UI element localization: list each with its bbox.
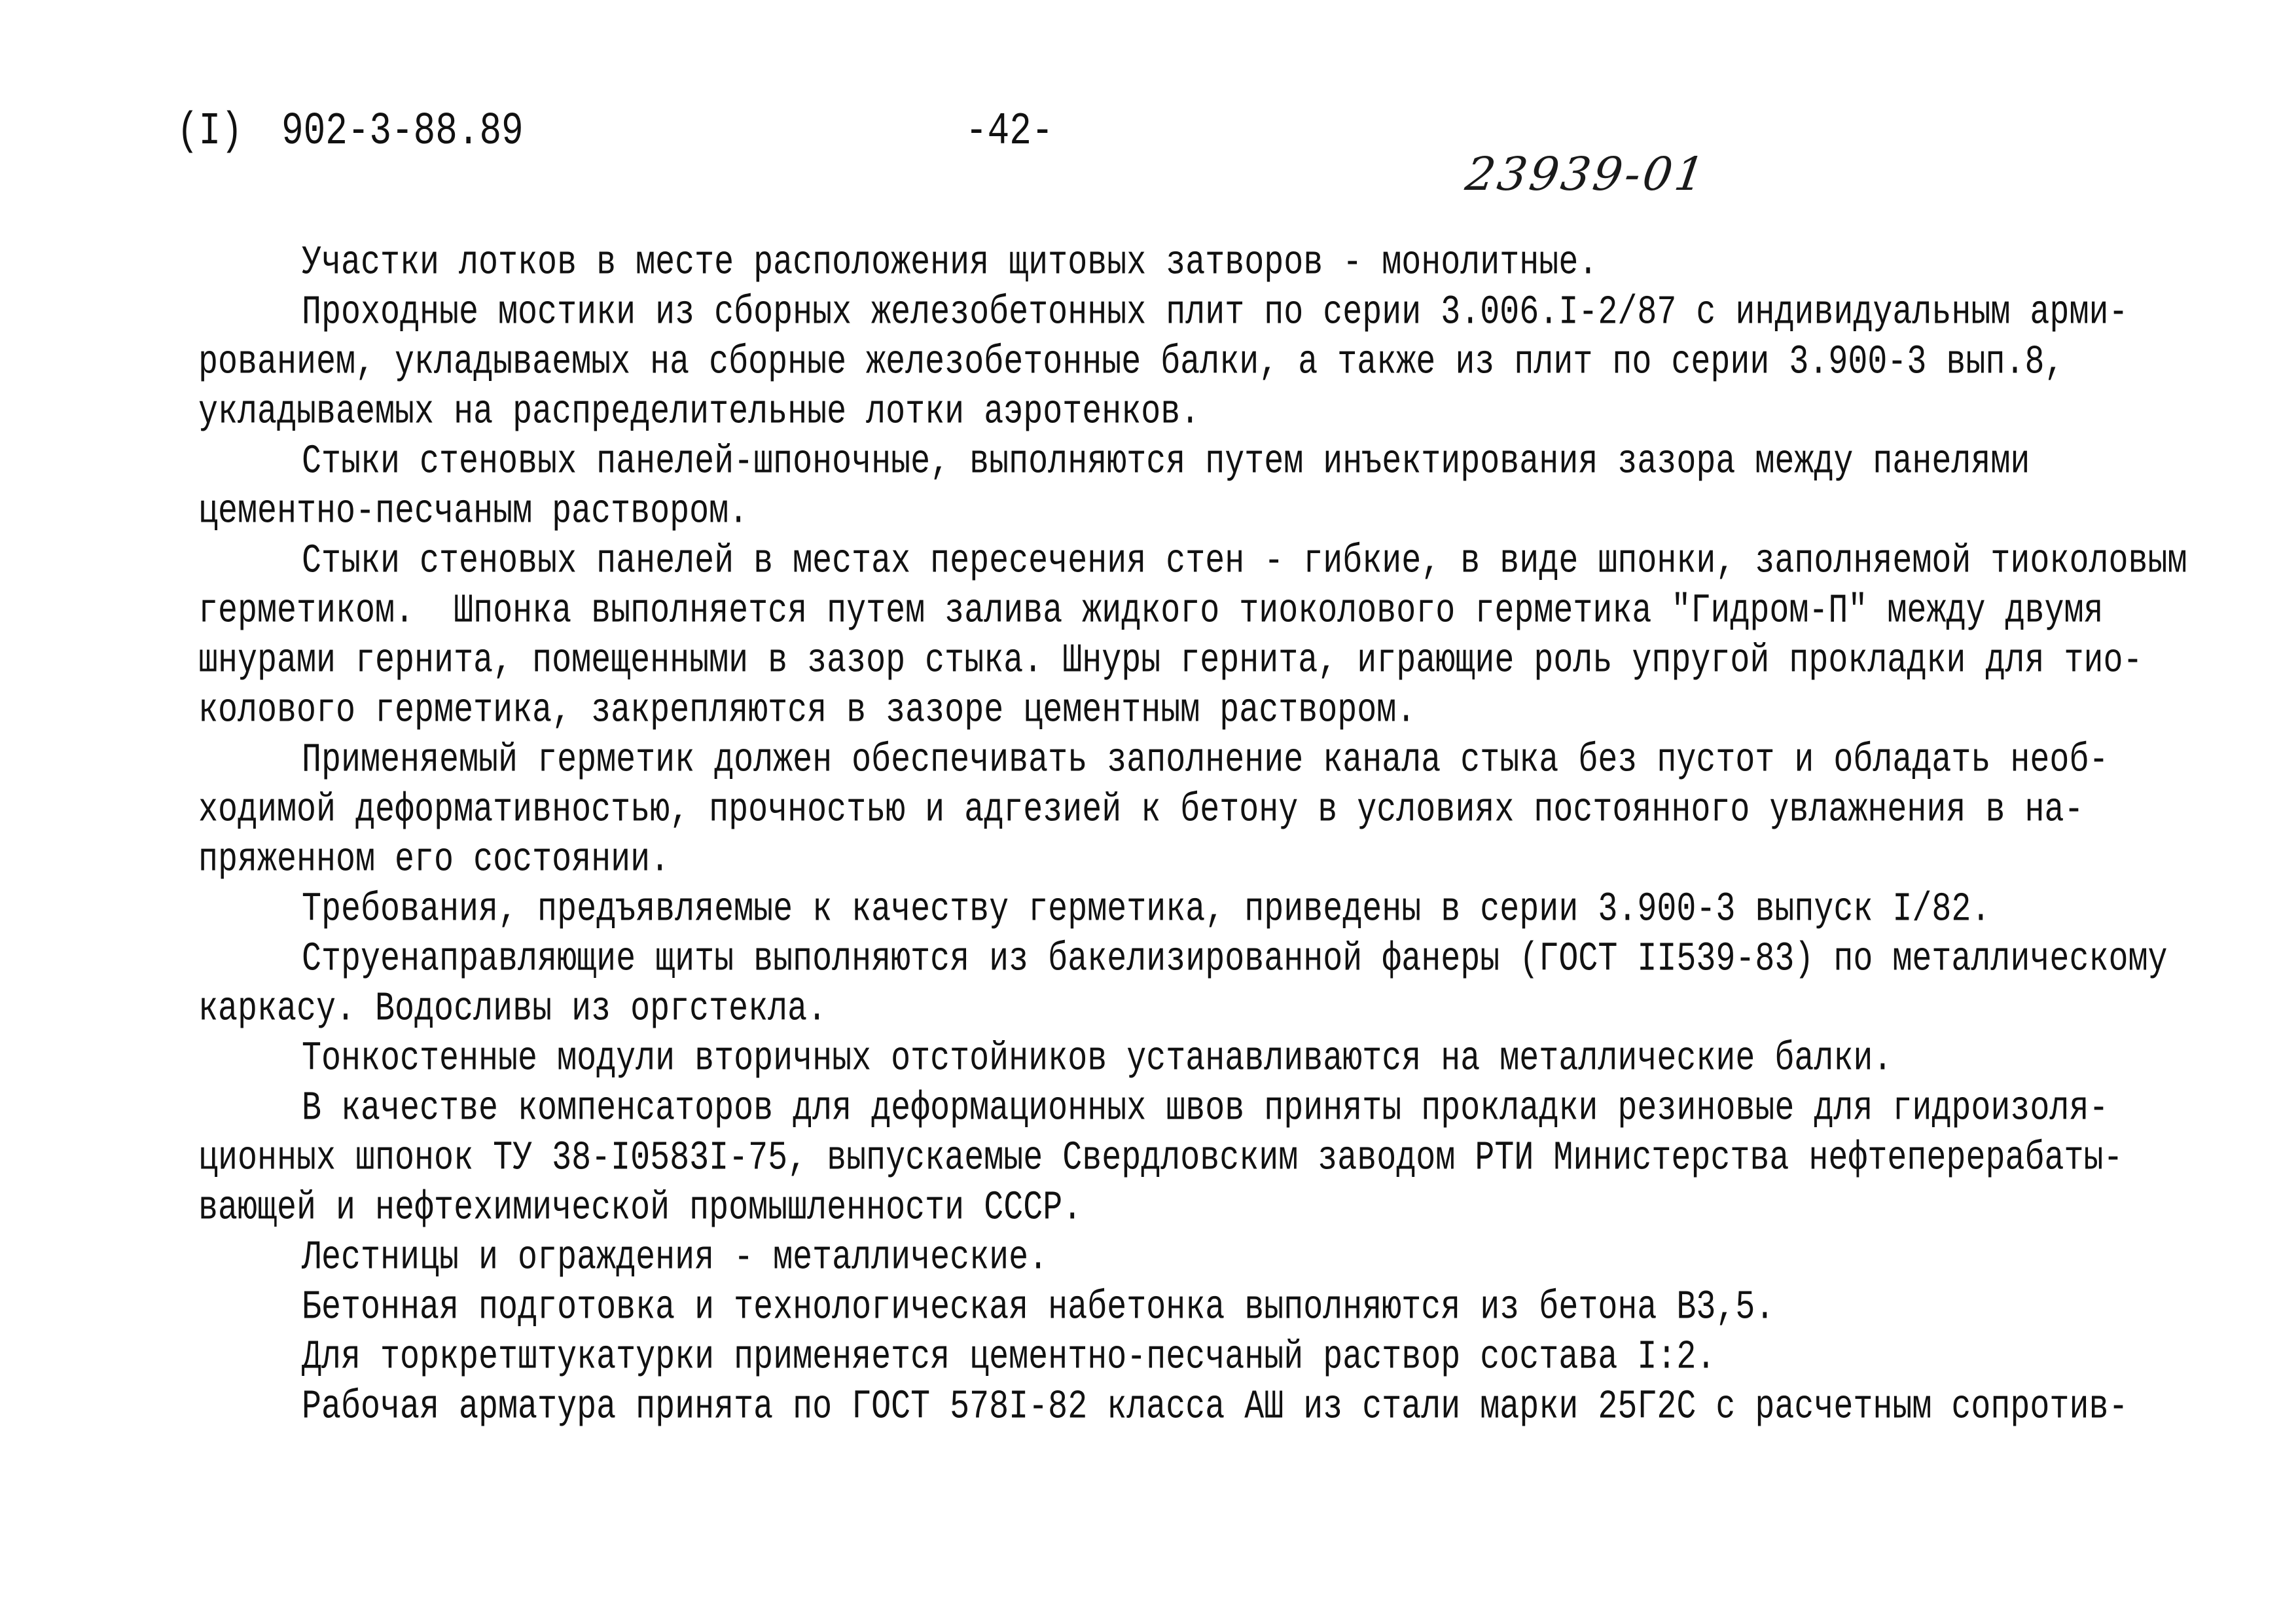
text-line: Проходные мостики из сборных железобетонных плит по серии 3.006.I-2/87 с индивидуальным арми- [302, 289, 2128, 336]
project-code: 902-3-88.89 [281, 105, 524, 157]
text-line: Участки лотков в месте расположения щитовых затворов - монолитные. [302, 240, 1598, 287]
page-number: -42- [965, 105, 1054, 157]
text-line: Применяемый герметик должен обеспечивать заполнение канала стыка без пустот и обладать необ- [302, 737, 2109, 784]
text-line: ходимой деформативностью, прочностью и адгезией к бетону в условиях постоянного увлажнения в на- [198, 787, 2084, 834]
text-line: Стыки стеновых панелей-шпоночные, выполняются путем инъектирования зазора между панелями [302, 439, 2030, 486]
text-line: шнурами гернита, помещенными в зазор стыка. Шнуры гернита, играющие роль упругой прокладки для тио- [198, 638, 2143, 685]
text-line: пряженном его состоянии. [198, 837, 670, 884]
text-line: Бетонная подготовка и технологическая набетонка выполняются из бетона В3,5. [302, 1284, 1775, 1331]
text-line: Тонкостенные модули вторичных отстойников устанавливаются на металлические балки. [302, 1036, 1893, 1083]
text-line: Рабочая арматура принята по ГОСТ 578I-82 класса АШ из стали марки 25Г2С с расчетным сопротив- [302, 1384, 2128, 1431]
text-line: Для торкретштукатурки применяется цементно-песчаный раствор состава I:2. [302, 1334, 1716, 1381]
text-line: вающей и нефтехимической промышленности СССР. [198, 1185, 1083, 1232]
text-line: укладываемых на распределительные лотки аэротенков. [198, 389, 1200, 436]
text-line: Лестницы и ограждения - металлические. [302, 1235, 1049, 1282]
text-line: В качестве компенсаторов для деформационных швов приняты прокладки резиновые для гидроизоля- [302, 1085, 2109, 1132]
text-line: каркасу. Водосливы из оргстекла. [198, 986, 827, 1033]
text-line: колового герметика, закрепляются в зазоре цементным раствором. [198, 687, 1416, 734]
handwritten-number: 23939-01 [1462, 147, 1711, 201]
text-line: рованием, укладываемых на сборные железобетонные балки, а также из плит по серии 3.900-3 вып.8, [198, 339, 2064, 386]
text-line: Требования, предъявляемые к качеству герметика, приведены в серии 3.900-3 выпуск I/82. [302, 886, 1991, 933]
text-line: Стыки стеновых панелей в местах пересечения стен - гибкие, в виде шпонки, заполняемой тиоколовым [302, 538, 2187, 585]
text-line: ционных шпонок ТУ 38-I0583I-75, выпускаемые Свердловским заводом РТИ Министерства нефтеперерабаты- [198, 1135, 2123, 1182]
text-line: цементно-песчаным раствором. [198, 488, 749, 535]
text-line: герметиком. Шпонка выполняется путем залива жидкого тиоколового герметика "Гидром-П" между двумя [198, 588, 2104, 635]
text-line: Струенаправляющие щиты выполняются из бакелизированной фанеры (ГОСТ II539-83) по металлическому [302, 936, 2168, 983]
sheet-marker: (I) [177, 105, 243, 157]
